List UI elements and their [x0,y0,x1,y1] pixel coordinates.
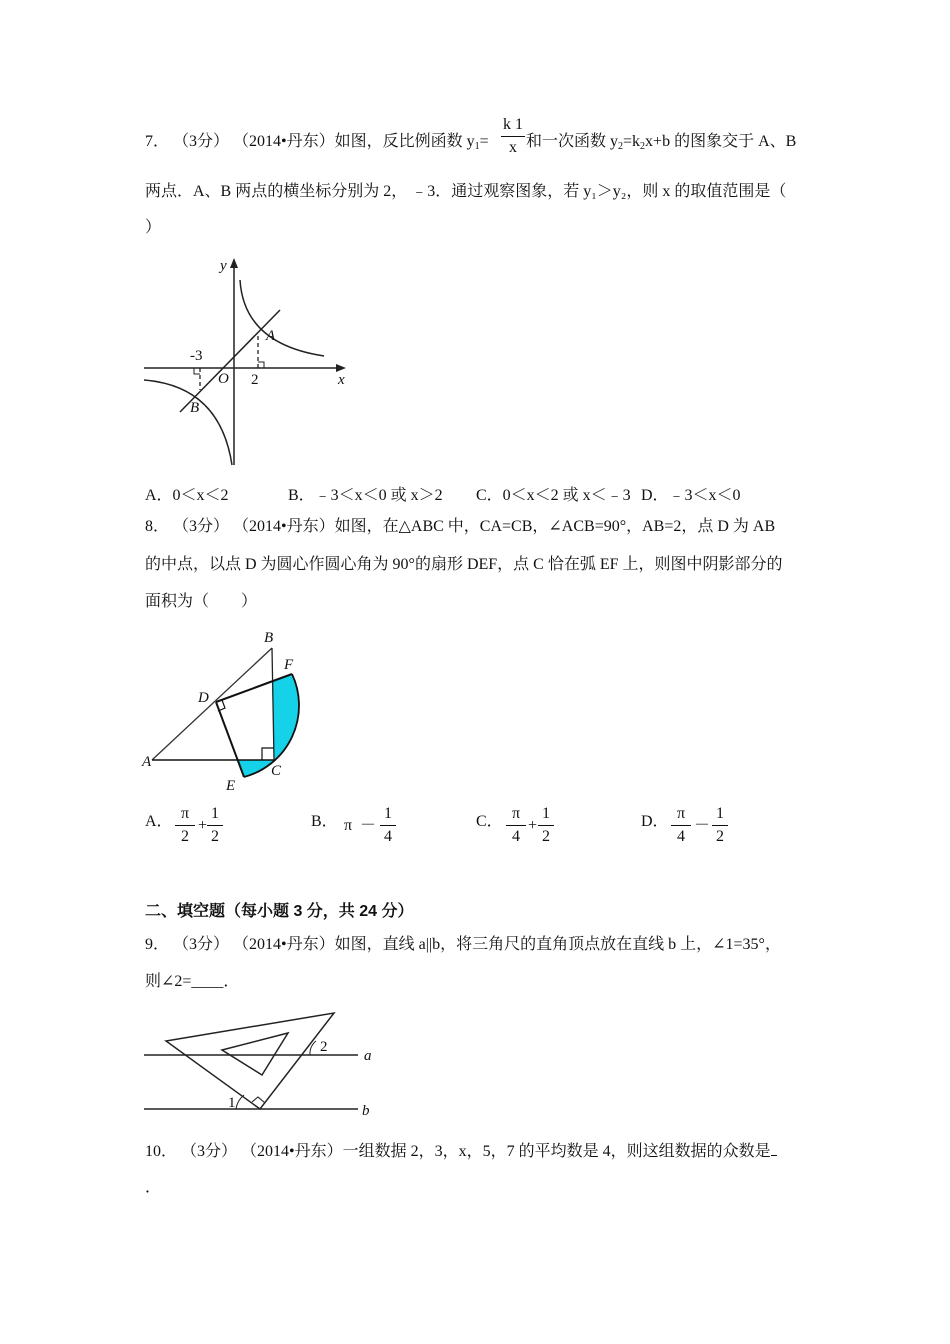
q7-line1-prefix: 7． （3分） （2014•丹东）如图，反比例函数 y [145,133,475,150]
label-d: D [198,690,209,706]
q8-option-d-frac2 [712,804,728,847]
label-1: 1 [228,1095,236,1111]
label-2: 2 [320,1039,328,1055]
q8-option-a-frac1 [175,804,195,847]
label-e: E [226,778,236,794]
q8-option-c-label: C． [476,813,503,830]
q8-line2: 的中点，以点 D 为圆心作圆心角为 90°的扇形 DEF，点 C 恰在弧 EF 上，则图中阴影部分的 [145,556,783,573]
label-b: B [264,630,274,646]
q7-line1-rest [526,132,796,157]
x-axis-arrow [336,364,346,372]
q7-option-a: A．0＜x＜2 [145,487,229,504]
label-b: b [362,1103,370,1119]
q9-line1: 9． （3分） （2014•丹东）如图，直线 a||b，将三角尺的直角顶点放在直线 b 上，∠1=35°， [145,936,781,953]
label-c: C [271,763,282,779]
right-angle-b [194,368,200,374]
y-axis-arrow [230,258,238,268]
q7-option-b: B．﹣3＜x＜0 或 x＞2 [288,487,443,504]
q8-option-a-op: + [198,817,208,834]
q8-option-c-frac1 [506,804,526,847]
q8-option-b-label: B． [311,813,338,830]
label-a: A [142,754,152,770]
frac-den: 2 [716,828,724,845]
q8-option-a-label: A． [145,813,173,830]
k2-subscript: 2 [640,141,646,152]
frac-den: 4 [384,828,392,845]
q10-line1-text: 10． （3分） （2014•丹东）一组数据 2，3，x，5，7 的平均数是 4，则这组数据的众数是 [145,1143,771,1160]
q8-option-a-frac2 [207,804,223,847]
q7-graph [140,250,360,470]
q8-option-d-label: D． [641,813,669,830]
q7-option-d: D．﹣3＜x＜0 [641,487,741,504]
frac-num: π [511,805,521,822]
q10-line2: ． [145,1179,162,1196]
frac-bar [671,825,691,826]
right-angle-mark [252,1097,265,1103]
frac-num: π [676,805,686,822]
q8-figure [140,625,320,795]
q10-line1 [145,1141,777,1162]
y2-subscript: 2 [618,141,624,152]
q9-figure [140,1005,385,1125]
label-f: F [284,657,294,673]
q7-line2: 两点．A、B 两点的横坐标分别为 2， ﹣3．通过观察图象，若 y₁＞y₂，则 x 的取值范围是（ [145,183,787,200]
q9-line2: 则∠2=____． [145,973,240,990]
frac-den: 2 [542,828,550,845]
label-a: A [266,328,276,344]
hyperbola-left-branch [144,380,232,465]
q8-line1: 8． （3分） （2014•丹东）如图，在△ABC 中，CA=CB，∠ACB=90°，AB=2，点 D 为 AB [145,518,776,535]
label-neg3: -3 [190,348,203,364]
q7-option-c: C．0＜x＜2 或 x＜﹣3 [476,487,631,504]
q8-option-c-op: + [528,817,538,834]
frac-bar [380,825,396,826]
q7-line1-suffix: x+b 的图象交于 A、B [645,133,797,150]
q8-option-b-lead: π [344,817,353,834]
hyperbola-right-branch [240,280,324,356]
label-two: 2 [251,372,259,388]
segment-de [216,702,244,777]
frac-bar [207,825,223,826]
frac-den: 2 [181,828,189,845]
section-title: 二、填空题（每小题 3 分，共 24 分） [145,903,414,920]
q7-frac-num: k 1 [503,116,523,133]
frac-den: 4 [677,828,685,845]
q7-frac-bar [501,136,525,137]
q8-option-b-frac [380,804,396,847]
frac-bar [712,825,728,826]
q7-line1-mid2: =k [623,133,641,150]
q7-line1-mid: 和一次函数 y [526,133,619,150]
q7-line1 [145,132,489,157]
frac-num: π [180,805,190,822]
q7-k1-over-x [501,115,525,158]
frac-num: 1 [542,805,550,822]
right-angle-c [262,748,274,760]
q8-line3: 面积为（ ） [145,593,258,610]
right-angle-a [258,362,264,368]
q8-option-c-frac2 [538,804,554,847]
q8-option-d-frac1 [671,804,691,847]
y1-subscript: 1 [474,141,480,152]
triangle-ruler-inner [222,1033,288,1075]
q7-frac-den: x [509,139,517,156]
frac-num: 1 [211,805,219,822]
frac-num: 1 [716,805,724,822]
q7-line3: ） [145,219,162,236]
label-b: B [190,400,200,416]
frac-bar [538,825,554,826]
frac-bar [506,825,526,826]
segment-ab [152,648,272,760]
frac-den: 2 [211,828,219,845]
label-o: O [218,371,229,387]
q10-blank [771,1141,777,1156]
label-x: x [338,372,345,388]
frac-den: 4 [512,828,520,845]
q8-option-d-op: － [694,817,711,834]
label-a: a [364,1048,372,1064]
triangle-ruler-outer [166,1013,334,1109]
frac-bar [175,825,195,826]
q7-eq: = [479,133,489,150]
label-y: y [220,258,227,274]
frac-num: 1 [384,805,392,822]
q8-option-b-op: － [360,817,377,834]
